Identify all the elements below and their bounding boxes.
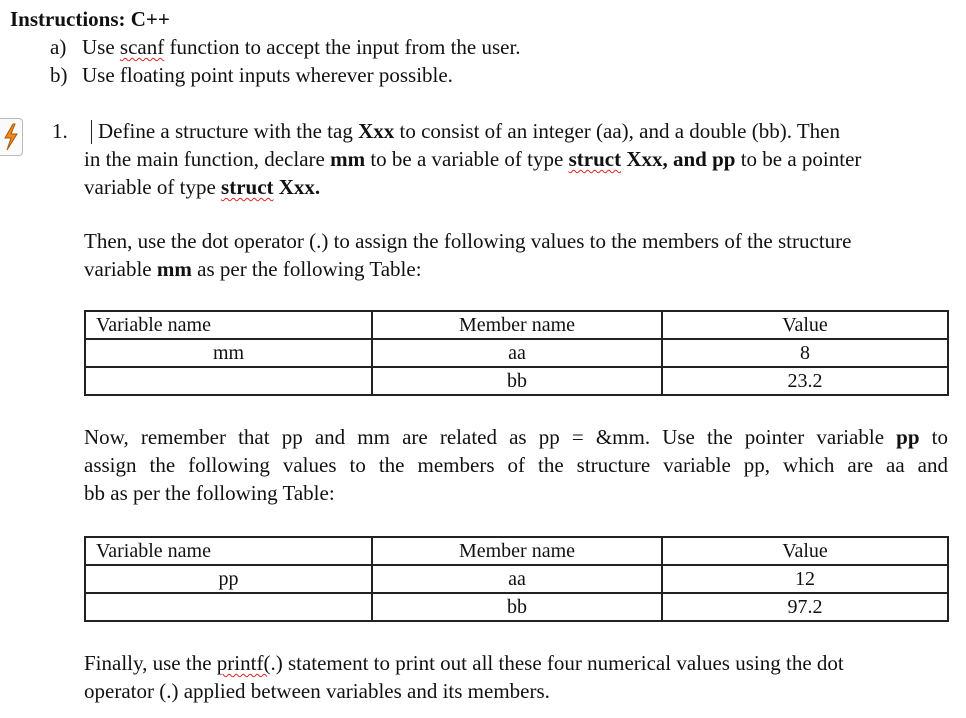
instruction-b bbox=[50, 61, 453, 89]
table-row bbox=[85, 339, 948, 367]
cell-member: aa bbox=[372, 339, 662, 367]
header-member-name: Member name bbox=[372, 311, 662, 339]
paragraph-2-line-1: Then, use the dot operator (.) to assign the following values to the members of the structure bbox=[84, 229, 852, 253]
cell-member: bb bbox=[372, 593, 662, 621]
question-line-3 bbox=[84, 173, 320, 201]
spelling-flag-struct-2[interactable]: struct bbox=[221, 175, 274, 199]
table-mm-values bbox=[84, 310, 949, 396]
header-variable-name: Variable name bbox=[85, 537, 372, 565]
q2-mm: mm bbox=[330, 147, 366, 171]
p4-text-a: Finally, use the bbox=[84, 651, 217, 675]
cell-variable: mm bbox=[85, 339, 372, 367]
paragraph-4-line-1 bbox=[84, 649, 844, 677]
q3-text-c: Xxx. bbox=[273, 175, 321, 199]
cell-value: 97.2 bbox=[662, 593, 948, 621]
question-line-1 bbox=[98, 117, 840, 145]
instruction-a bbox=[50, 33, 521, 61]
q1-text-a: Define a structure with the tag bbox=[98, 119, 359, 143]
table-row bbox=[85, 367, 948, 395]
paragraph-3-line-2: assign the following values to the members of the structure variable pp, which are aa and bbox=[84, 453, 948, 477]
header-variable-name: Variable name bbox=[85, 311, 372, 339]
paragraph-4-line-2: operator (.) applied between variables and its members. bbox=[84, 679, 550, 703]
header-member-name: Member name bbox=[372, 537, 662, 565]
text-cursor bbox=[91, 120, 92, 144]
paragraph-2-line-2 bbox=[84, 255, 422, 283]
cell-variable bbox=[85, 593, 372, 621]
p2-text-a: variable bbox=[84, 257, 157, 281]
instruction-a-marker: a) bbox=[50, 35, 67, 59]
q3-text-a: variable of type bbox=[84, 175, 222, 199]
question-number: 1. bbox=[52, 119, 68, 143]
p3-pp: pp bbox=[896, 425, 920, 449]
q2-text-e: Xxx, and pp bbox=[621, 147, 736, 171]
q2-text-a: in the main function, declare bbox=[84, 147, 331, 171]
cell-variable bbox=[85, 367, 372, 395]
spelling-flag-printf[interactable]: printf( bbox=[216, 651, 271, 675]
table-header-row bbox=[85, 537, 948, 565]
cell-member: aa bbox=[372, 565, 662, 593]
cell-value: 12 bbox=[662, 565, 948, 593]
spelling-flag-struct-1[interactable]: struct bbox=[568, 147, 622, 171]
question-line-2 bbox=[84, 145, 861, 173]
instruction-a-pre: Use bbox=[82, 35, 120, 59]
cell-variable: pp bbox=[85, 565, 372, 593]
p3-text-c: to bbox=[919, 425, 948, 449]
paragraph-3-line-1 bbox=[84, 423, 948, 451]
table-header-row bbox=[85, 311, 948, 339]
p4-text-c: .) statement to print out all these four numerical values using the dot bbox=[270, 651, 844, 675]
header-value: Value bbox=[662, 537, 948, 565]
paragraph-3-line-3: bb as per the following Table: bbox=[84, 481, 335, 505]
table-row bbox=[85, 593, 948, 621]
p2-mm: mm bbox=[156, 257, 192, 281]
q1-text-c: to consist of an integer (aa), and a double (bb). Then bbox=[394, 119, 840, 143]
p3-text-a: Now, remember that pp and mm are related as pp = &mm. Use the pointer variable bbox=[84, 425, 897, 449]
q2-text-f: to be a pointer bbox=[735, 147, 862, 171]
q2-text-c: to be a variable of type bbox=[365, 147, 569, 171]
instruction-b-marker: b) bbox=[50, 63, 68, 87]
lightning-bolt-icon bbox=[2, 123, 20, 151]
cell-value: 8 bbox=[662, 339, 948, 367]
margin-action-button[interactable] bbox=[0, 118, 23, 156]
instructions-title: Instructions: C++ bbox=[10, 7, 170, 31]
table-pp-values bbox=[84, 536, 949, 622]
table-row bbox=[85, 565, 948, 593]
spelling-flag-scanf[interactable]: scanf bbox=[119, 35, 165, 59]
cell-value: 23.2 bbox=[662, 367, 948, 395]
p2-text-c: as per the following Table: bbox=[191, 257, 422, 281]
cell-member: bb bbox=[372, 367, 662, 395]
header-value: Value bbox=[662, 311, 948, 339]
instruction-b-text: Use floating point inputs wherever possible. bbox=[82, 63, 453, 87]
q1-tag-xxx: Xxx bbox=[358, 119, 395, 143]
instruction-a-post: function to accept the input from the user. bbox=[164, 35, 521, 59]
